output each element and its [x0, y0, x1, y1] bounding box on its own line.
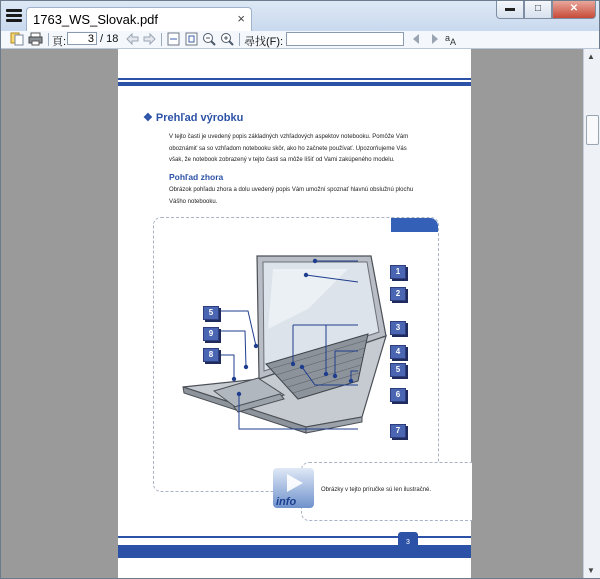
zoom-out-icon[interactable] [202, 32, 217, 46]
tab-close-icon[interactable]: × [237, 11, 245, 26]
callout-label: 7 [390, 424, 406, 438]
callout-label: 5 [390, 363, 406, 377]
close-button[interactable]: ✕ [552, 1, 596, 19]
callout-label: 4 [390, 345, 406, 359]
maximize-button[interactable]: □ [524, 1, 552, 19]
callout-label: 1 [390, 265, 406, 279]
intro-line: však, že notebook zobrazený v tejto časti sa môže líšiť od Vami zakúpeného modelu. [169, 157, 395, 163]
next-page-icon[interactable] [142, 32, 157, 46]
scroll-up-icon[interactable]: ▲ [587, 52, 595, 61]
tab-title: 1763_WS_Slovak.pdf [33, 12, 159, 27]
scroll-down-icon[interactable]: ▼ [587, 566, 595, 575]
previous-page-icon[interactable] [125, 32, 140, 46]
subsection-heading: Pohľad zhora [169, 172, 224, 182]
document-tab[interactable] [26, 7, 252, 32]
page-footer-line [118, 536, 471, 538]
fit-page-icon[interactable] [184, 32, 199, 46]
callout-label: 8 [203, 348, 219, 362]
intro-line: oboznámiť sa so vzhľadom notebooku skôr, ako ho začnete používať. Upozorňujeme Vás [169, 145, 407, 152]
subsection-line: Obrázok pohľadu zhora a dolu uvedený popis Vám umožní spoznať hlavnú obslužnú plochu [169, 187, 414, 193]
info-note-text: Obrázky v tejto príručke sú len ilustračné. [321, 487, 432, 493]
find-label: 尋找(F): [244, 36, 284, 48]
find-next-icon[interactable] [427, 32, 442, 46]
subsection-line: Vášho notebooku. [169, 198, 218, 205]
toolbar-separator [239, 33, 240, 46]
copy-icon[interactable] [10, 32, 25, 46]
page-label: 頁: [52, 36, 67, 48]
toolbar [1, 31, 599, 49]
callout-label: 2 [390, 287, 406, 301]
callout-label: 5 [203, 306, 219, 320]
intro-line: V tejto časti je uvedený popis základných vzhľadových aspektov notebooku. Pomôže Vám [169, 134, 409, 140]
page-number-input[interactable]: 3 [67, 32, 97, 45]
zoom-in-icon[interactable] [220, 32, 235, 46]
search-input[interactable] [286, 32, 404, 46]
page-footer-bar [118, 545, 471, 558]
menu-icon[interactable] [5, 7, 23, 25]
pdf-page [118, 49, 471, 578]
callout-label: 6 [390, 388, 406, 402]
total-pages-label: / 18 [100, 33, 119, 45]
callout-label: 3 [390, 321, 406, 335]
section-heading: ❖ Prehľad výrobku [143, 112, 244, 124]
toolbar-separator [161, 33, 162, 46]
toolbar-separator [48, 33, 49, 46]
document-viewport[interactable] [1, 49, 583, 578]
vertical-scrollbar[interactable] [583, 49, 600, 578]
page-number-badge: 3 [398, 532, 418, 553]
callout-label: 9 [203, 327, 219, 341]
svg-text:A: A [450, 37, 457, 46]
print-icon[interactable] [28, 32, 43, 46]
title-bar [1, 1, 599, 31]
find-previous-icon[interactable] [409, 32, 424, 46]
minimize-button[interactable]: ▬ [496, 1, 524, 19]
info-label: info [276, 496, 297, 508]
svg-text:a: a [445, 33, 451, 43]
window-controls [496, 1, 596, 19]
fit-width-icon[interactable] [166, 32, 181, 46]
match-case-icon[interactable] [445, 32, 460, 46]
scrollbar-thumb[interactable] [586, 115, 599, 145]
